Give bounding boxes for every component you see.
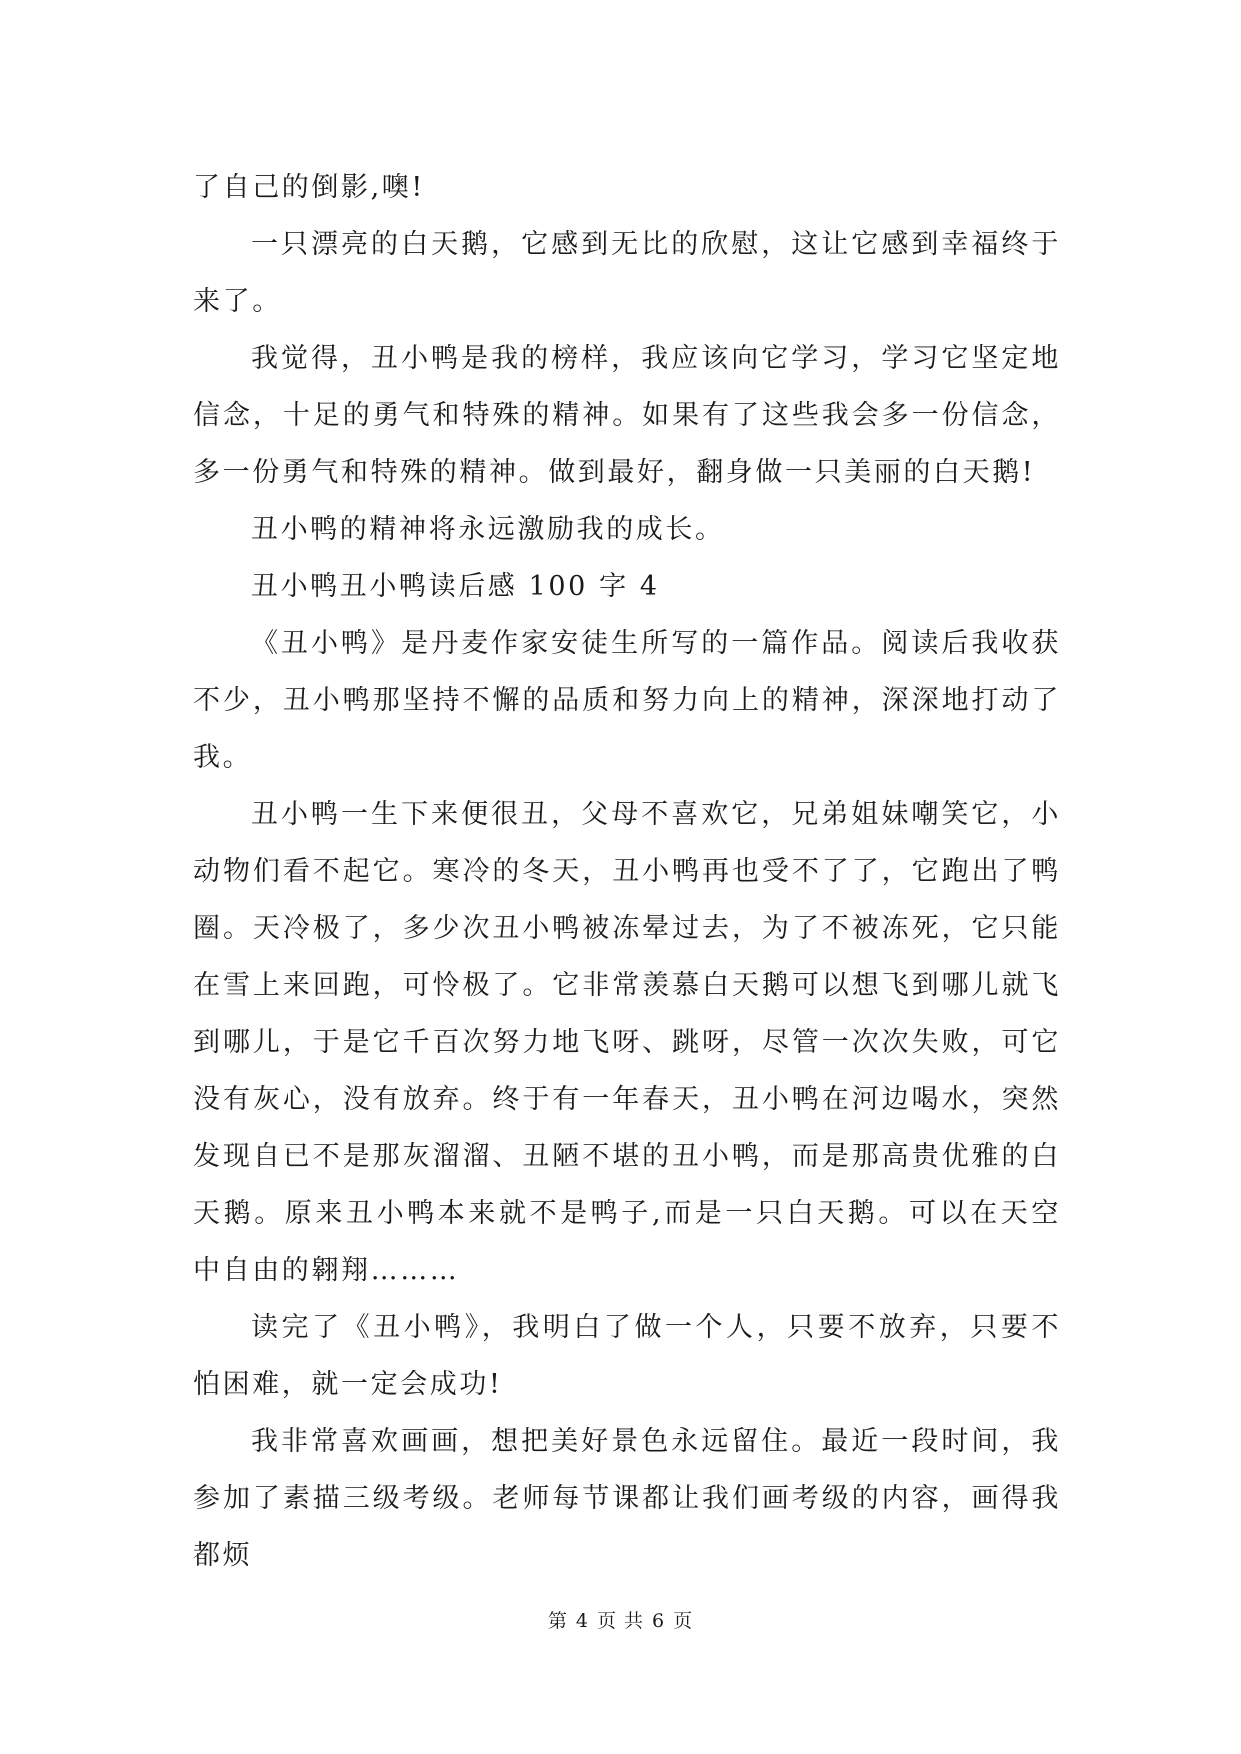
footer-prefix: 第 <box>547 1610 568 1632</box>
paragraph-7: 丑小鸭一生下来便很丑，父母不喜欢它，兄弟姐妹嘲笑它，小动物们看不起它。寒冷的冬天，丑小鸭再也受不了了，它跑出了鸭圈。天冷极了，多少次丑小鸭被冻晕过去，为了不被冻死，它只能在雪上来回跑，可怜极了。它非常羡慕白天鹅可以想飞到哪儿就飞到哪儿，于是它千百次努力地飞呀、跳呀，尽管一次次失败，可它没有灰心，没有放弃。终于有一年春天，丑小鸭在河边喝水，突然发现自已不是那灰溜溜、丑陋不堪的丑小鸭，而是那高贵优雅的白天鹅。原来丑小鸭本来就不是鸭子,而是一只白天鹅。可以在天空中自由的翱翔……… <box>193 799 1061 1286</box>
body-text <box>193 159 1061 1584</box>
paragraph-1: 了自己的倒影,噢! <box>193 172 425 203</box>
paragraph-2: 一只漂亮的白天鹅，它感到无比的欣慰，这让它感到幸福终于来了。 <box>193 229 1061 317</box>
footer-middle: 页 共 <box>596 1610 645 1632</box>
paragraph-6: 《丑小鸭》是丹麦作家安徒生所写的一篇作品。阅读后我收获不少，丑小鸭那坚持不懈的品质和努力向上的精神，深深地打动了我。 <box>193 628 1061 773</box>
page-footer <box>0 1606 1241 1633</box>
footer-total-pages: 6 <box>652 1610 666 1632</box>
footer-suffix: 页 <box>673 1610 694 1632</box>
paragraph-3: 我觉得，丑小鸭是我的榜样，我应该向它学习，学习它坚定地信念，十足的勇气和特殊的精神。如果有了这些我会多一份信念，多一份勇气和特殊的精神。做到最好，翻身做一只美丽的白天鹅! <box>193 343 1061 488</box>
footer-page-number: 4 <box>575 1610 589 1632</box>
section-heading: 丑小鸭丑小鸭读后感 100 字 4 <box>251 571 660 602</box>
paragraph-9: 我非常喜欢画画，想把美好景色永远留住。最近一段时间，我参加了素描三级考级。老师每节课都让我们画考级的内容，画得我都烦 <box>193 1426 1061 1571</box>
paragraph-8: 读完了《丑小鸭》，我明白了做一个人，只要不放弃，只要不怕困难，就一定会成功! <box>193 1312 1061 1400</box>
paragraph-4: 丑小鸭的精神将永远激励我的成长。 <box>251 514 725 545</box>
